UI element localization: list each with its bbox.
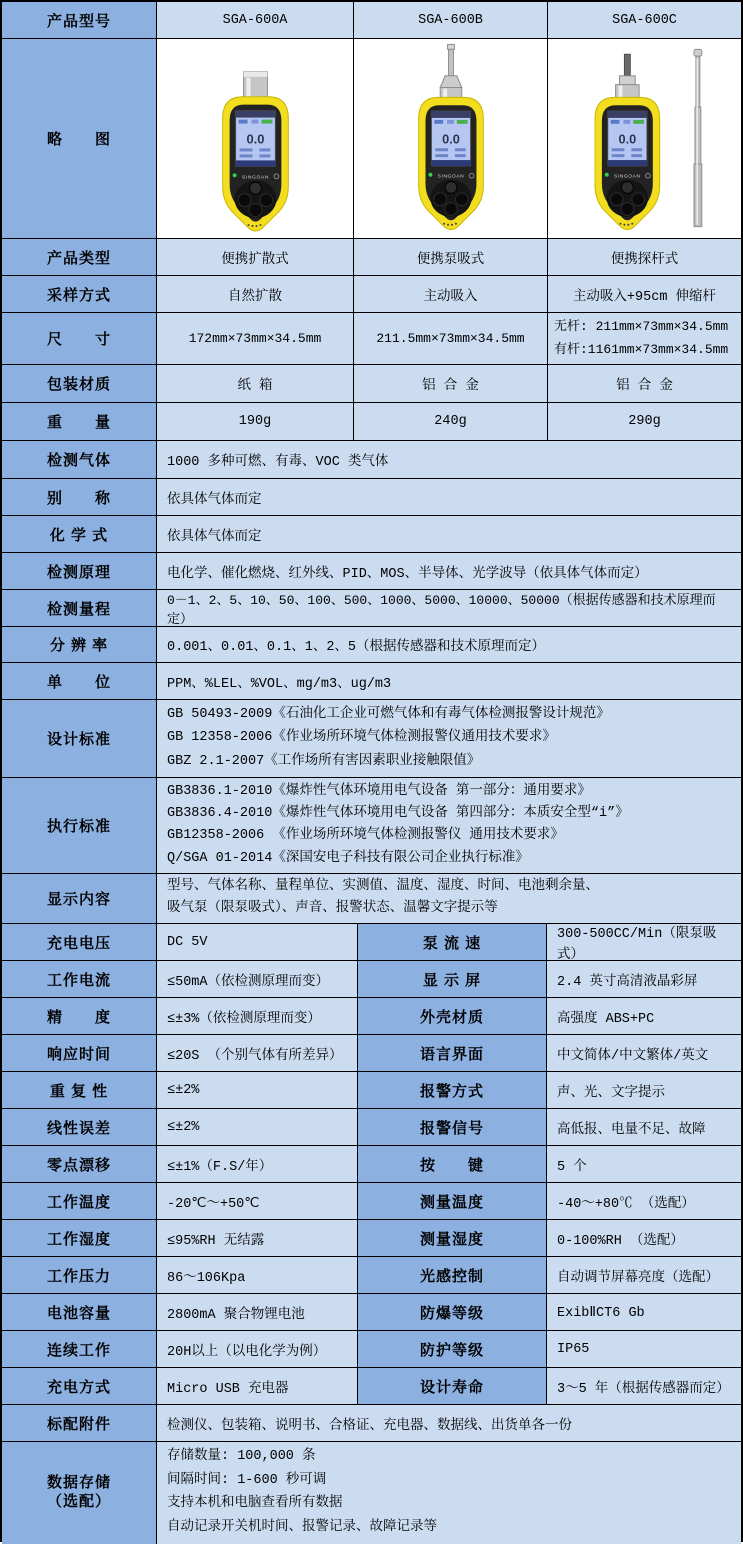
- label-language-ui: 语言界面: [358, 1035, 547, 1071]
- continuous-work-value: 20H以上（以电化学为例）: [157, 1331, 358, 1367]
- brand-text: SINGOAN: [614, 174, 641, 180]
- power-led: [233, 173, 237, 177]
- row-detected-gas: [2, 441, 741, 479]
- executive-standard-line: GB3836.4-2010《爆炸性气体环境用电气设备 第四部分：本质安全型“i”》: [167, 805, 629, 821]
- row-charging-method-design-life: [2, 1368, 741, 1405]
- label-weight: 重 量: [2, 403, 157, 440]
- device-image-sga-600b: [354, 39, 548, 238]
- detection-range-value: 0－1、2、5、10、50、100、500、1000、5000、10000、50000（根据传感器和技术原理而定）: [157, 590, 741, 626]
- dimensions-c-no-rod: 无杆: 211mm×73mm×34.5mm: [554, 319, 729, 335]
- data-storage-label-line: （选配）: [46, 1493, 111, 1510]
- label-zero-drift: 零点漂移: [2, 1146, 157, 1182]
- executive-standard-line: GB3836.1-2010《爆炸性气体环境用电气设备 第一部分：通用要求》: [167, 783, 591, 799]
- data-storage-line: 间隔时间: 1-600 秒可调: [167, 1472, 327, 1488]
- data-storage-line: 存储数量: 100,000 条: [167, 1448, 316, 1464]
- label-data-storage: [2, 1442, 157, 1544]
- label-display-content: 显示内容: [2, 874, 157, 923]
- battery-capacity-value: 2800mA 聚合物锂电池: [157, 1294, 358, 1330]
- data-storage-line: 支持本机和电脑查看所有数据: [167, 1496, 343, 1512]
- row-battery-explosionproof: [2, 1294, 741, 1331]
- display-content-line: 吸气泵（限泵吸式）、声音、报警状态、温馨文字提示等: [167, 901, 498, 917]
- telescopic-probe-rod: [694, 49, 702, 226]
- gas-detector-probe-illustration: [548, 39, 741, 238]
- row-continuous-work-protection: [2, 1331, 741, 1368]
- display-content-value: [157, 874, 741, 923]
- row-data-storage: [2, 1442, 741, 1544]
- gas-detector-diffusion-illustration: [157, 39, 353, 238]
- zero-drift-value: ≤±1%（F.S/年）: [157, 1146, 358, 1182]
- alarm-mode-value: 声、光、文字提示: [547, 1072, 741, 1108]
- label-charge-voltage: 充电电压: [2, 924, 157, 960]
- row-working-temp-measure-temp: [2, 1183, 741, 1220]
- working-current-value: ≤50mA（依检测原理而变）: [157, 961, 358, 997]
- label-alarm-signal: 报警信号: [358, 1109, 547, 1145]
- label-detection-range: 检测量程: [2, 590, 157, 626]
- label-working-current: 工作电流: [2, 961, 157, 997]
- weight-b: 240g: [354, 403, 548, 440]
- dimensions-c-with-rod: 有杆:1161mm×73mm×34.5mm: [554, 341, 729, 357]
- row-working-pressure-light-control: [2, 1257, 741, 1294]
- sampling-c: 主动吸入+95cm 伸缩杆: [548, 276, 741, 312]
- row-packing-material: [2, 365, 741, 403]
- detection-principle-value: 电化学、催化燃烧、红外线、PID、MOS、半导体、光学波导（依具体气体而定）: [157, 553, 741, 589]
- alarm-signal-value: 高低报、电量不足、故障: [547, 1109, 741, 1145]
- data-storage-label-line: 数据存储: [46, 1474, 111, 1492]
- packing-a: 纸 箱: [157, 365, 354, 402]
- power-led: [428, 173, 432, 177]
- label-unit: 单 位: [2, 663, 157, 699]
- label-alarm-mode: 报警方式: [358, 1072, 547, 1108]
- dimensions-c: [548, 313, 741, 364]
- model-name-sga-600a: SGA-600A: [157, 2, 354, 38]
- power-led: [605, 173, 609, 177]
- buttons-value: 5 个: [547, 1146, 741, 1182]
- label-working-pressure: 工作压力: [2, 1257, 157, 1293]
- label-resolution: 分 辨 率: [2, 627, 157, 662]
- design-standard-line: GB 50493-2009《石油化工企业可燃气体和有毒气体检测报警设计规范》: [167, 706, 610, 722]
- row-alias: [2, 479, 741, 516]
- label-detection-principle: 检测原理: [2, 553, 157, 589]
- label-dimensions: 尺 寸: [2, 313, 157, 364]
- light-control-value: 自动调节屏幕亮度（选配）: [547, 1257, 741, 1293]
- row-working-current-display: [2, 961, 741, 998]
- label-measure-temperature: 测量温度: [358, 1183, 547, 1219]
- gas-detector-pump-illustration: [354, 39, 547, 238]
- label-chemical-formula: 化 学 式: [2, 516, 157, 552]
- sampling-a: 自然扩散: [157, 276, 354, 312]
- label-sampling-method: 采样方式: [2, 276, 157, 312]
- chemical-formula-value: 依具体气体而定: [157, 516, 741, 552]
- row-charge-voltage-pump-flow: [2, 924, 741, 961]
- row-product-model: [2, 2, 741, 39]
- label-working-humidity: 工作湿度: [2, 1220, 157, 1256]
- label-design-life: 设计寿命: [358, 1368, 547, 1404]
- row-detection-principle: [2, 553, 741, 590]
- design-standards-value: [157, 700, 741, 777]
- device-image-sga-600c: [548, 39, 741, 238]
- product-type-b: 便携泵吸式: [354, 239, 548, 275]
- packing-b: 铝 合 金: [354, 365, 548, 402]
- working-pressure-value: 86～106Kpa: [157, 1257, 358, 1293]
- sampling-b: 主动吸入: [354, 276, 548, 312]
- language-ui-value: 中文简体/中文繁体/英文: [547, 1035, 741, 1071]
- row-detection-range: [2, 590, 741, 627]
- label-executive-standards: 执行标准: [2, 778, 157, 873]
- label-charging-method: 充电方式: [2, 1368, 157, 1404]
- standard-accessories-value: 检测仪、包装箱、说明书、合格证、充电器、数据线、出货单各一份: [157, 1405, 741, 1441]
- screen-reading: 0.0: [246, 131, 265, 147]
- data-storage-value: [157, 1442, 741, 1544]
- display-content-line: 型号、气体名称、量程单位、实测值、温度、湿度、时间、电池剩余量、: [167, 879, 599, 895]
- label-repeatability: 重 复 性: [2, 1072, 157, 1108]
- working-humidity-value: ≤95%RH 无结露: [157, 1220, 358, 1256]
- weight-a: 190g: [157, 403, 354, 440]
- row-unit: [2, 663, 741, 700]
- row-chemical-formula: [2, 516, 741, 553]
- charging-method-value: Micro USB 充电器: [157, 1368, 358, 1404]
- measure-humidity-value: 0-100%RH （选配）: [547, 1220, 741, 1256]
- measure-temperature-value: -40～+80℃ （选配）: [547, 1183, 741, 1219]
- label-continuous-work: 连续工作: [2, 1331, 157, 1367]
- linearity-error-value: ≤±2%: [157, 1109, 358, 1145]
- dimensions-b: 211.5mm×73mm×34.5mm: [354, 313, 548, 364]
- detected-gas-value: 1000 多种可燃、有毒、VOC 类气体: [157, 441, 741, 478]
- design-life-value: 3～5 年（根据传感器而定）: [547, 1368, 741, 1404]
- row-sketch: [2, 39, 741, 239]
- device-image-sga-600a: [157, 39, 354, 238]
- executive-standard-line: GB12358-2006 《作业场所环境气体检测报警仪 通用技术要求》: [167, 828, 564, 844]
- model-name-sga-600c: SGA-600C: [548, 2, 741, 38]
- label-light-control: 光感控制: [358, 1257, 547, 1293]
- charge-voltage-value: DC 5V: [157, 924, 358, 960]
- row-sampling-method: [2, 276, 741, 313]
- label-detected-gas: 检测气体: [2, 441, 157, 478]
- label-pump-flow: 泵 流 速: [358, 924, 547, 960]
- display-screen-value: 2.4 英寸高清液晶彩屏: [547, 961, 741, 997]
- label-product-type: 产品类型: [2, 239, 157, 275]
- product-type-c: 便携探杆式: [548, 239, 741, 275]
- shell-material-value: 高强度 ABS+PC: [547, 998, 741, 1034]
- weight-c: 290g: [548, 403, 741, 440]
- label-buttons: 按 键: [358, 1146, 547, 1182]
- row-linearity-alarm-signal: [2, 1109, 741, 1146]
- label-packing-material: 包装材质: [2, 365, 157, 402]
- product-type-a: 便携扩散式: [157, 239, 354, 275]
- label-accuracy: 精 度: [2, 998, 157, 1034]
- label-design-standards: 设计标准: [2, 700, 157, 777]
- data-storage-line: 自动记录开关机时间、报警记录、故障记录等: [167, 1520, 437, 1536]
- label-working-temperature: 工作温度: [2, 1183, 157, 1219]
- row-working-humidity-measure-humidity: [2, 1220, 741, 1257]
- dimensions-a: 172mm×73mm×34.5mm: [157, 313, 354, 364]
- accuracy-value: ≤±3%（依检测原理而变）: [157, 998, 358, 1034]
- label-battery-capacity: 电池容量: [2, 1294, 157, 1330]
- executive-standard-line: Q/SGA 01-2014《深国安电子科技有限公司企业执行标准》: [167, 850, 529, 866]
- alias-value: 依具体气体而定: [157, 479, 741, 515]
- model-name-sga-600b: SGA-600B: [354, 2, 548, 38]
- response-time-value: ≤20S （个别气体有所差异）: [157, 1035, 358, 1071]
- label-shell-material: 外壳材质: [358, 998, 547, 1034]
- pump-flow-value: 300-500CC/Min（限泵吸式）: [547, 924, 741, 960]
- row-product-type: [2, 239, 741, 276]
- design-standard-line: GB 12358-2006《作业场所环境气体检测报警仪通用技术要求》: [167, 730, 556, 746]
- executive-standards-value: [157, 778, 741, 873]
- screen-reading: 0.0: [442, 131, 460, 147]
- row-repeatability-alarm-mode: [2, 1072, 741, 1109]
- label-product-model: 产品型号: [2, 2, 157, 38]
- row-response-time-language: [2, 1035, 741, 1072]
- row-resolution: [2, 627, 741, 663]
- label-alias: 别 称: [2, 479, 157, 515]
- explosionproof-grade-value: ExibⅡCT6 Gb: [547, 1294, 741, 1330]
- label-explosionproof-grade: 防爆等级: [358, 1294, 547, 1330]
- label-linearity-error: 线性误差: [2, 1109, 157, 1145]
- screen-reading: 0.0: [618, 131, 637, 147]
- resolution-value: 0.001、0.01、0.1、1、2、5（根据传感器和技术原理而定）: [157, 627, 741, 662]
- label-sketch: 略 图: [2, 39, 157, 238]
- row-executive-standards: [2, 778, 741, 874]
- row-dimensions: [2, 313, 741, 365]
- design-standard-line: GBZ 2.1-2007《工作场所有害因素职业接触限值》: [167, 753, 481, 769]
- row-display-content: [2, 874, 741, 924]
- working-temperature-value: -20℃～+50℃: [157, 1183, 358, 1219]
- row-zero-drift-buttons: [2, 1146, 741, 1183]
- row-design-standards: [2, 700, 741, 778]
- label-measure-humidity: 测量湿度: [358, 1220, 547, 1256]
- row-accuracy-shell: [2, 998, 741, 1035]
- brand-text: SINGOAN: [241, 175, 270, 181]
- row-weight: [2, 403, 741, 441]
- label-display-screen: 显 示 屏: [358, 961, 547, 997]
- unit-value: PPM、%LEL、%VOL、mg/m3、ug/m3: [157, 663, 741, 699]
- protection-grade-value: IP65: [547, 1331, 741, 1367]
- label-response-time: 响应时间: [2, 1035, 157, 1071]
- label-standard-accessories: 标配附件: [2, 1405, 157, 1441]
- packing-c: 铝 合 金: [548, 365, 741, 402]
- repeatability-value: ≤±2%: [157, 1072, 358, 1108]
- row-standard-accessories: [2, 1405, 741, 1442]
- brand-text: SINGOAN: [437, 174, 465, 180]
- label-protection-grade: 防护等级: [358, 1331, 547, 1367]
